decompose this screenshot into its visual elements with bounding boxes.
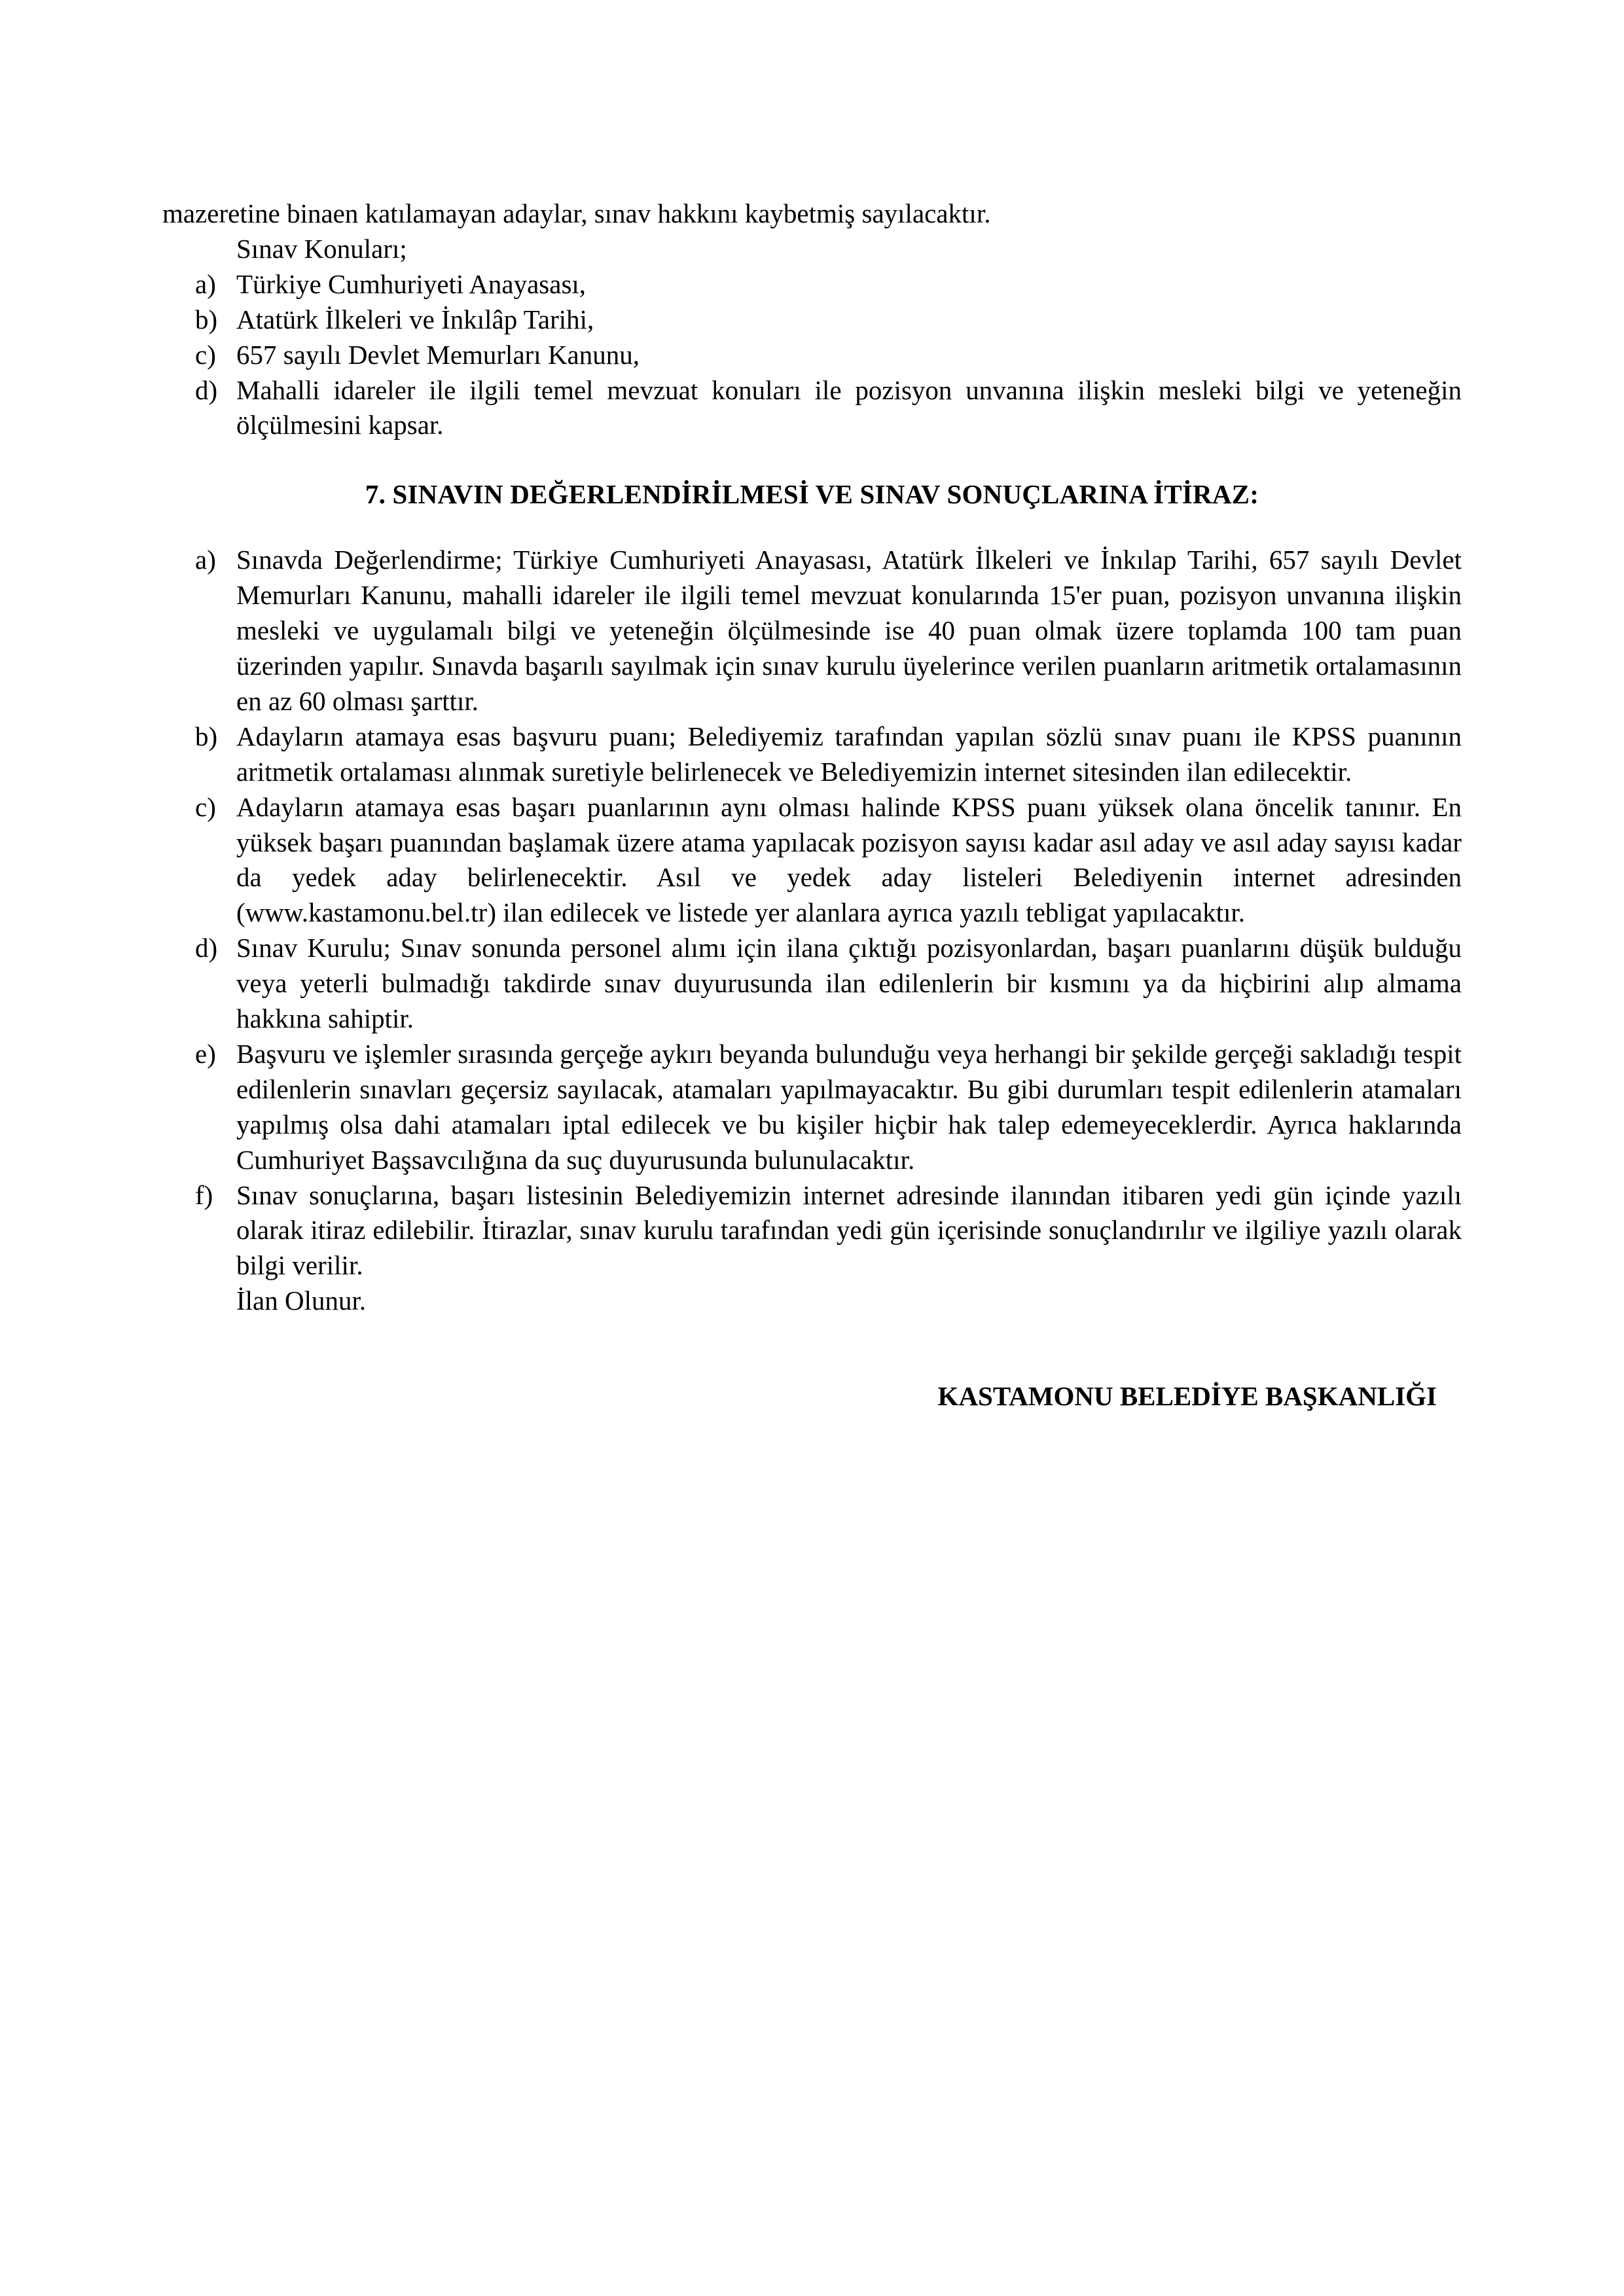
clause-text: Adayların atamaya esas başvuru puanı; Belediyemiz tarafından yapılan sözlü sınav puanı ile KPSS puanının aritmetik ortalaması alınmak suretiyle belirlenecek ve Belediyemizin internet sitesinden ilan edilecektir. <box>236 721 1462 787</box>
table-row <box>162 931 1462 1037</box>
clauses-list <box>162 543 1462 1283</box>
clause-text: Sınavda Değerlendirme; Türkiye Cumhuriyeti Anayasası, Atatürk İlkeleri ve İnkılap Tarihi, 657 sayılı Devlet Memurları Kanunu, mahalli idareler ile ilgili temel mevzuat konularında 15'er puan, pozisyon unvanına ilişkin mesleki ve uygulamalı bilgi ve yeteneğin ölçülmesinde ise 40 puan olmak üzere toplamda 100 tam puan üzerinden yapılır. Sınavda başarılı sayılmak için sınav kurulu üyelerince verilen puanların aritmetik ortalamasının en az 60 olması şarttır. <box>236 545 1462 716</box>
closing-statement: İlan Olunur. <box>236 1285 367 1316</box>
table-row <box>162 719 1462 790</box>
list-item-text: Atatürk İlkeleri ve İnkılâp Tarihi, <box>236 304 594 334</box>
list-marker: b) <box>195 721 218 751</box>
exam-subjects-heading: Sınav Konuları; <box>236 233 407 264</box>
table-row <box>162 543 1462 719</box>
list-item <box>162 302 1462 338</box>
clause-text: Sınav Kurulu; Sınav sonunda personel alımı için ilana çıktığı pozisyonlardan, başarı puanlarını düşük bulduğu veya yeterli bulmadığı takdirde sınav duyurusunda ilan edilenlerin bir kısmını ya da hiçbirini alıp almama hakkına sahiptir. <box>236 933 1462 1034</box>
document-body <box>162 196 1462 1414</box>
table-row <box>162 1178 1462 1284</box>
list-item-text: Mahalli idareler ile ilgili temel mevzuat konuları ile pozisyon unvanına ilişkin mesleki bilgi ve yeteneğin ölçülmesini kapsar. <box>236 374 1462 440</box>
list-marker: f) <box>195 1179 213 1210</box>
list-marker: a) <box>195 545 216 575</box>
signature-block: KASTAMONU BELEDİYE BAŞKANLIĞI <box>937 1381 1437 1412</box>
exam-subjects-list <box>162 267 1462 444</box>
section-heading: 7. SINAVIN DEĞERLENDİRİLMESİ VE SINAV SONUÇLARINA İTİRAZ: <box>365 479 1259 510</box>
list-item-text: Türkiye Cumhuriyeti Anayasası, <box>236 268 586 299</box>
table-row <box>162 790 1462 931</box>
list-item-text: 657 sayılı Devlet Memurları Kanunu, <box>236 339 640 370</box>
list-item <box>162 338 1462 373</box>
table-row <box>162 1037 1462 1178</box>
clause-text: Sınav sonuçlarına, başarı listesinin Belediyemizin internet adresinde ilanından itibaren yedi gün içinde yazılı olarak itiraz edilebilir. İtirazlar, sınav kurulu tarafından yedi gün içerisinde sonuçlandırılır ve ilgiliye yazılı olarak bilgi verilir. <box>236 1179 1462 1281</box>
clause-text: Adayların atamaya esas başarı puanlarının aynı olması halinde KPSS puanı yüksek olana öncelik tanınır. En yüksek başarı puanından başlamak üzere atama yapılacak pozisyon sayısı kadar asıl aday ve asıl aday sayısı kadar da yedek aday belirlenecektir. Asıl ve yedek aday listeleri Belediyenin internet adresinden (www.kastamonu.bel.tr) ilan edilecek ve listede yer alanlara ayrıca yazılı tebligat yapılacaktır. <box>236 791 1462 928</box>
list-marker: e) <box>195 1038 216 1069</box>
list-marker: b) <box>195 304 218 334</box>
list-item <box>162 373 1462 444</box>
clause-text: Başvuru ve işlemler sırasında gerçeğe aykırı beyanda bulunduğu veya herhangi bir şekilde gerçeği sakladığı tespit edilenlerin sınavları geçersiz sayılacak, atamaları yapılmayacaktır. Bu gibi durumları tespit edilenlerin atamaları yapılmış olsa dahi atamaları iptal edilecek ve bu kişiler hiçbir hak talep edemeyeceklerdir. Ayrıca haklarında Cumhuriyet Başsavcılığına da suç duyurusunda bulunulacaktır. <box>236 1038 1462 1175</box>
list-marker: c) <box>195 791 216 822</box>
list-marker: c) <box>195 339 216 370</box>
list-marker: d) <box>195 933 218 963</box>
list-marker: a) <box>195 268 216 299</box>
list-item <box>162 267 1462 302</box>
intro-paragraph: mazeretine binaen katılamayan adaylar, sınav hakkını kaybetmiş sayılacaktır. <box>162 198 991 228</box>
list-marker: d) <box>195 374 218 405</box>
